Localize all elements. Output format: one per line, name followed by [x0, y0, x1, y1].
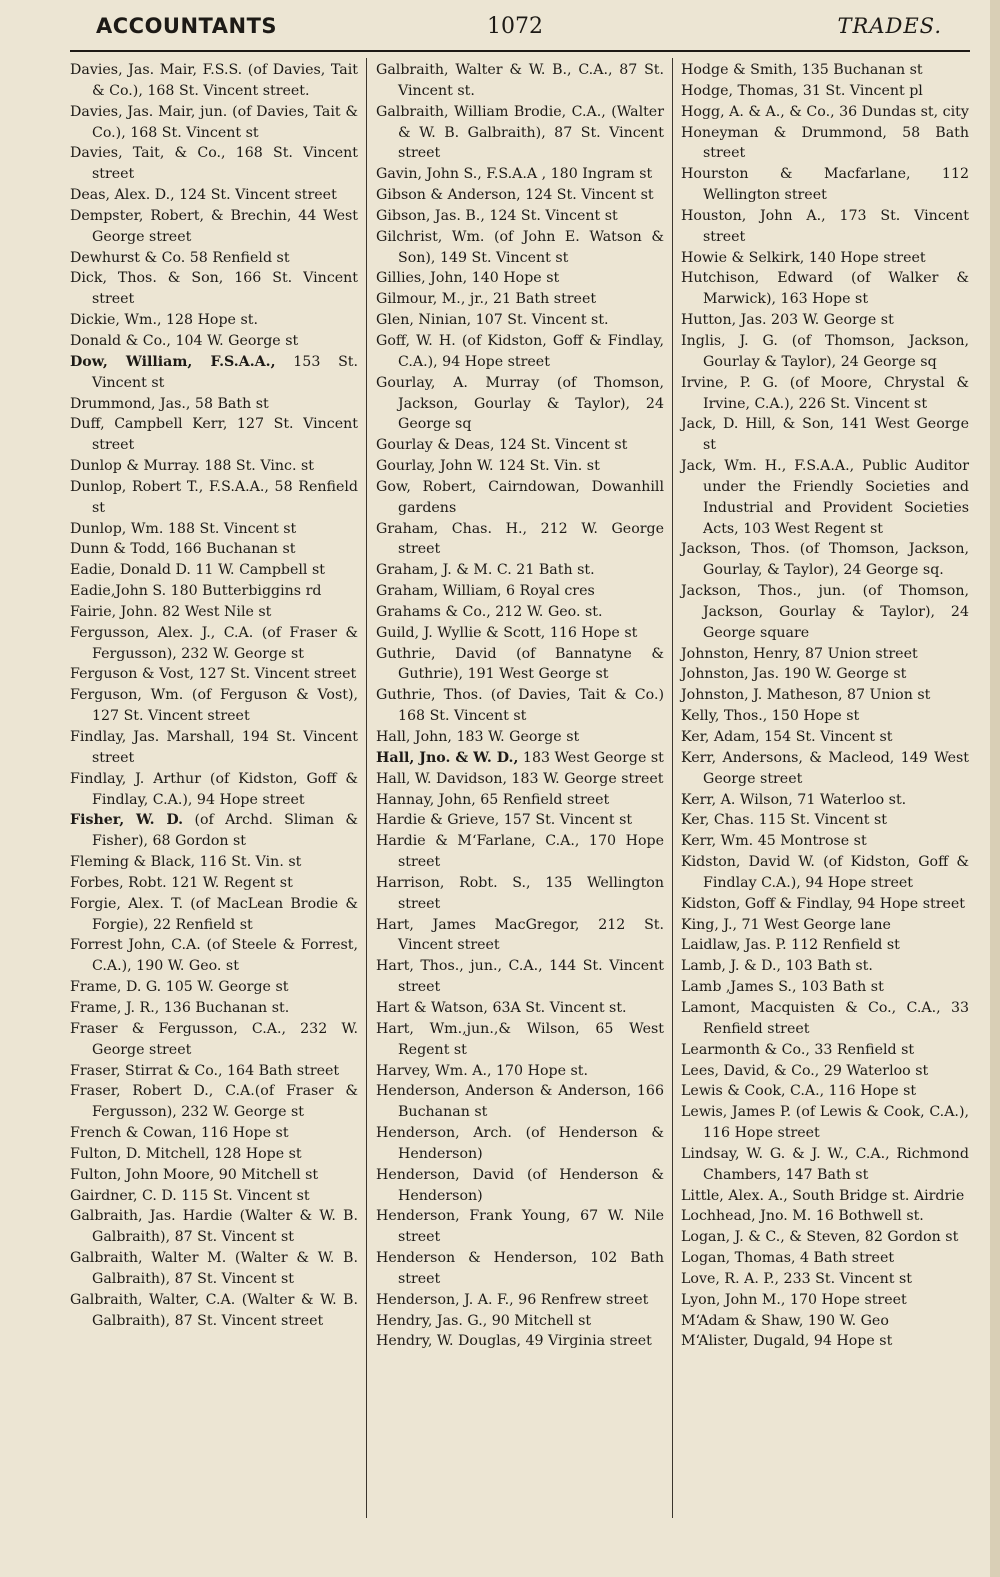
directory-entry: Lochhead, Jno. M. 16 Bothwell st. [681, 1208, 924, 1225]
directory-entry: Kerr, Wm. 45 Montrose st [681, 833, 867, 850]
directory-entry: Jack, D. Hill, & Son, 141 West George st [681, 416, 969, 454]
entry-name-bold: Fisher, W. D. [70, 812, 184, 829]
directory-entry: Lees, David, & Co., 29 Waterloo st [681, 1062, 929, 1079]
directory-entry: Hardie & Grieve, 157 St. Vincent st [376, 812, 633, 829]
directory-entry: Hall, John, 183 W. George st [376, 729, 580, 745]
directory-entry: Gibson, Jas. B., 124 St. Vincent st [376, 207, 618, 224]
directory-entry: Lyon, John M., 170 Hope street [681, 1291, 907, 1308]
directory-entry: Fraser & Fergusson, C.A., 232 W. George street [70, 1020, 358, 1058]
directory-entry: Fulton, D. Mitchell, 128 Hope st [70, 1145, 302, 1162]
directory-entry: Galbraith, Jas. Hardie (Walter & W. B. Galbraith), 87 St. Vincent st [70, 1208, 358, 1246]
directory-entry: Love, R. A. P., 233 St. Vincent st [681, 1270, 912, 1287]
directory-entry: Frame, J. R., 136 Buchanan st. [70, 999, 290, 1016]
directory-entry: Jackson, Thos. (of Thomson, Jackson, Gourlay, & Taylor), 24 George sq. [681, 541, 969, 579]
directory-entry: Hogg, A. & A., & Co., 36 Dundas st, city [681, 103, 969, 120]
directory-entry: Galbraith, Walter M. (Walter & W. B. Galbraith), 87 St. Vincent st [70, 1250, 358, 1287]
directory-entry: Dewhurst & Co. 58 Renfield st [70, 249, 290, 266]
directory-entry: M‘Alister, Dugald, 94 Hope st [681, 1333, 893, 1350]
page-header [0, 0, 1000, 48]
directory-entry: Fraser, Robert D., C.A.(of Fraser & Fergusson), 232 W. George st [70, 1083, 358, 1121]
directory-entry: Dunlop, Wm. 188 St. Vincent st [70, 520, 297, 537]
directory-entry: Dickie, Wm., 128 Hope st. [70, 312, 258, 329]
directory-entry: Forgie, Alex. T. (of MacLean Brodie & Forgie), 22 Renfield st [70, 895, 358, 933]
directory-entry: Dunn & Todd, 166 Buchanan st [70, 541, 296, 558]
directory-entry: Eadie, Donald D. 11 W. Campbell st [70, 562, 325, 579]
directory-entry: Ferguson & Vost, 127 St. Vincent street [70, 666, 357, 683]
directory-entry: Gilchrist, Wm. (of John E. Watson & Son), 149 St. Vincent st [376, 228, 664, 266]
directory-entry: Logan, J. & C., & Steven, 82 Gordon st [681, 1229, 959, 1246]
directory-entry: Glen, Ninian, 107 St. Vincent st. [376, 312, 609, 329]
column-divider [672, 58, 673, 1518]
directory-entry: Houston, John A., 173 St. Vincent street [681, 207, 969, 245]
directory-entry: Guthrie, Thos. (of Davies, Tait & Co.) 168 St. Vincent st [376, 687, 664, 725]
directory-entry: Harvey, Wm. A., 170 Hope st. [376, 1062, 588, 1079]
directory-entry: Dunlop, Robert T., F.S.A.A., 58 Renfield st [70, 478, 358, 516]
directory-entry: Hart, Wm.,jun.,& Wilson, 65 West Regent st [376, 1020, 664, 1058]
directory-entry: Gourlay & Deas, 124 St. Vincent st [376, 437, 628, 454]
directory-entry: Davies, Jas. Mair, jun. (of Davies, Tait & Co.), 168 St. Vincent st [70, 103, 358, 141]
entry-name-bold: Hall, Jno. & W. D., [376, 749, 519, 766]
directory-entry: Lamb, J. & D., 103 Bath st. [681, 958, 873, 975]
directory-entry: Lindsay, W. G. & J. W., C.A., Richmond Chambers, 147 Bath st [681, 1145, 969, 1183]
directory-entry: Johnston, Henry, 87 Union street [681, 645, 918, 662]
directory-entry: Gillies, John, 140 Hope st [376, 270, 560, 287]
directory-entry: Galbraith, Walter, C.A. (Walter & W. B. Galbraith), 87 St. Vincent street [70, 1291, 358, 1329]
directory-entry: Learmonth & Co., 33 Renfield st [681, 1041, 915, 1058]
directory-entry: Fraser, Stirrat & Co., 164 Bath street [70, 1062, 340, 1079]
directory-entry: Gow, Robert, Cairndowan, Dowanhill gardens [376, 478, 664, 516]
directory-entry: M‘Adam & Shaw, 190 W. Geo [681, 1312, 889, 1329]
directory-entry: Gilmour, M., jr., 21 Bath street [376, 291, 597, 308]
directory-entry: Hart, James MacGregor, 212 St. Vincent street [376, 916, 664, 954]
directory-entry: Kidston, Goff & Findlay, 94 Hope street [681, 895, 965, 912]
directory-entry [376, 748, 664, 769]
directory-entry: Gourlay, A. Murray (of Thomson, Jackson, Gourlay & Taylor), 24 George sq [376, 374, 664, 433]
directory-entry: Forrest John, C.A. (of Steele & Forrest, C.A.), 190 W. Geo. st [70, 937, 358, 975]
directory-entry: Kidston, David W. (of Kidston, Goff & Findlay C.A.), 94 Hope street [681, 854, 969, 891]
directory-entry: Ker, Adam, 154 St. Vincent st [681, 729, 893, 745]
directory-entry: Fleming & Black, 116 St. Vin. st [70, 854, 302, 871]
directory-entry: Dick, Thos. & Son, 166 St. Vincent street [70, 270, 358, 308]
directory-entry: Laidlaw, Jas. P. 112 Renfield st [681, 937, 900, 954]
directory-entry: Henderson, David (of Henderson & Henderson) [376, 1166, 664, 1204]
directory-entry: Lamont, Macquisten & Co., C.A., 33 Renfield street [681, 999, 969, 1037]
header-rule [70, 50, 970, 52]
directory-entry: Lamb ,James S., 103 Bath st [681, 979, 884, 996]
directory-entry: Gourlay, John W. 124 St. Vin. st [376, 458, 600, 475]
directory-entry: Findlay, Jas. Marshall, 194 St. Vincent street [70, 729, 358, 766]
directory-entry: Davies, Jas. Mair, F.S.S. (of Davies, Tait & Co.), 168 St. Vincent street. [70, 62, 358, 99]
directory-entry: Hardie & M‘Farlane, C.A., 170 Hope street [376, 833, 664, 871]
directory-entry: Hannay, John, 65 Renfield street [376, 791, 610, 808]
directory-entry [70, 352, 358, 394]
directory-entry: Henderson & Henderson, 102 Bath street [376, 1250, 664, 1287]
page-edge [990, 0, 1000, 1577]
directory-entry: Deas, Alex. D., 124 St. Vincent street [70, 187, 337, 204]
directory-entry: Hodge & Smith, 135 Buchanan st [681, 62, 923, 78]
directory-entry: Forbes, Robt. 121 W. Regent st [70, 874, 293, 891]
entry-address: (of Archd. Sliman & Fisher), 68 Gordon st [92, 812, 359, 850]
directory-entry: Galbraith, Walter & W. B., C.A., 87 St. Vincent st. [376, 62, 664, 99]
directory-entry: Jack, Wm. H., F.S.A.A., Public Auditor under the Friendly Societies and Industrial and Provident Societies Acts, 103 West Regent st [681, 458, 969, 537]
directory-entry: Lewis & Cook, C.A., 116 Hope st [681, 1083, 917, 1100]
directory-entry: Fergusson, Alex. J., C.A. (of Fraser & Fergusson), 232 W. George st [70, 624, 358, 662]
directory-entry: Logan, Thomas, 4 Bath street [681, 1250, 895, 1267]
directory-entry: Hart & Watson, 63A St. Vincent st. [376, 999, 627, 1016]
directory-entry: Dempster, Robert, & Brechin, 44 West George street [70, 207, 358, 245]
directory-entry: Donald & Co., 104 W. George st [70, 332, 299, 349]
directory-entry: King, J., 71 West George lane [681, 916, 891, 933]
directory-entry: Graham, William, 6 Royal cres [376, 583, 595, 600]
directory-entry: Grahams & Co., 212 W. Geo. st. [376, 603, 603, 620]
directory-entry: Gibson & Anderson, 124 St. Vincent st [376, 187, 654, 204]
directory-entry: Jackson, Thos., jun. (of Thomson, Jackson, Gourlay & Taylor), 24 George square [681, 583, 969, 641]
directory-entry: Eadie,John S. 180 Butterbiggins rd [70, 583, 322, 600]
directory-entry: Duff, Campbell Kerr, 127 St. Vincent street [70, 416, 358, 454]
page-number: 1072 [487, 14, 543, 39]
directory-entry: Hodge, Thomas, 31 St. Vincent pl [681, 82, 923, 99]
directory-entry: Davies, Tait, & Co., 168 St. Vincent street [70, 145, 358, 183]
directory-entry: Hart, Thos., jun., C.A., 144 St. Vincent street [376, 958, 664, 996]
directory-entry: Ferguson, Wm. (of Ferguson & Vost), 127 St. Vincent street [70, 687, 358, 725]
section-title: ACCOUNTANTS [96, 14, 278, 38]
directory-entry: Kelly, Thos., 150 Hope st [681, 708, 860, 725]
directory-entry: Henderson, Anderson & Anderson, 166 Buchanan st [376, 1083, 664, 1121]
directory-entry: Galbraith, William Brodie, C.A., (Walter & W. B. Galbraith), 87 St. Vincent street [376, 103, 664, 162]
directory-column-2 [376, 60, 664, 1352]
directory-entry: Findlay, J. Arthur (of Kidston, Goff & Findlay, C.A.), 94 Hope street [70, 770, 358, 808]
directory-entry: Henderson, Frank Young, 67 W. Nile street [376, 1208, 664, 1246]
directory-entry: Gavin, John S., F.S.A.A , 180 Ingram st [376, 166, 653, 183]
directory-entry: Henderson, Arch. (of Henderson & Henderson) [376, 1125, 664, 1162]
entry-name-bold: Dow, William, F.S.A.A., [70, 353, 276, 370]
directory-entry: Frame, D. G. 105 W. George st [70, 979, 289, 996]
directory-entry: Hendry, W. Douglas, 49 Virginia street [376, 1333, 652, 1350]
directory-entry: Gairdner, C. D. 115 St. Vincent st [70, 1187, 310, 1204]
directory-entry: Howie & Selkirk, 140 Hope street [681, 249, 926, 266]
directory-column-1 [70, 60, 358, 1331]
directory-entry: Hutchison, Edward (of Walker & Marwick), 163 Hope st [681, 270, 969, 308]
directory-entry [70, 810, 358, 852]
directory-entry: Little, Alex. A., South Bridge st. Airdrie [681, 1187, 965, 1204]
directory-entry: Johnston, J. Matheson, 87 Union st [681, 687, 931, 704]
directory-entry: Hourston & Macfarlane, 112 Wellington street [681, 166, 969, 204]
directory-entry: Dunlop & Murray. 188 St. Vinc. st [70, 458, 314, 475]
directory-entry: Hutton, Jas. 203 W. George st [681, 312, 894, 329]
directory-entry: Johnston, Jas. 190 W. George st [681, 666, 907, 683]
directory-entry: Kerr, Andersons, & Macleod, 149 West George street [681, 749, 969, 787]
directory-entry: Guild, J. Wyllie & Scott, 116 Hope st [376, 624, 638, 641]
directory-entry: Goff, W. H. (of Kidston, Goff & Findlay, C.A.), 94 Hope street [376, 332, 664, 370]
directory-entry: Hendry, Jas. G., 90 Mitchell st [376, 1312, 592, 1329]
directory-entry: Fairie, John. 82 West Nile st [70, 603, 272, 620]
directory-entry: Hall, W. Davidson, 183 W. George street [376, 770, 664, 787]
directory-entry: Kerr, A. Wilson, 71 Waterloo st. [681, 791, 907, 808]
directory-entry: Guthrie, David (of Bannatyne & Guthrie), 191 West George st [376, 645, 664, 683]
directory-entry: Ker, Chas. 115 St. Vincent st [681, 812, 887, 829]
directory-entry: Harrison, Robt. S., 135 Wellington street [376, 874, 664, 912]
directory-entry: Drummond, Jas., 58 Bath st [70, 395, 269, 412]
directory-entry: French & Cowan, 116 Hope st [70, 1125, 289, 1142]
directory-entry: Fulton, John Moore, 90 Mitchell st [70, 1166, 319, 1183]
directory-entry: Lewis, James P. (of Lewis & Cook, C.A.), 116 Hope street [681, 1104, 969, 1142]
entry-address: 183 West George st [518, 749, 664, 766]
directory-entry: Honeyman & Drummond, 58 Bath street [681, 124, 969, 162]
column-divider [366, 58, 367, 1518]
directory-entry: Irvine, P. G. (of Moore, Chrystal & Irvine, C.A.), 226 St. Vincent st [681, 374, 969, 412]
directory-entry: Inglis, J. G. (of Thomson, Jackson, Gourlay & Taylor), 24 George sq [681, 332, 969, 370]
directory-entry: Henderson, J. A. F., 96 Renfrew street [376, 1291, 649, 1308]
directory-column-3 [681, 60, 969, 1352]
running-head: TRADES. [837, 14, 942, 38]
directory-entry: Graham, J. & M. C. 21 Bath st. [376, 562, 595, 579]
directory-entry: Graham, Chas. H., 212 W. George street [376, 520, 664, 558]
entry-address: 153 St. Vincent st [92, 353, 358, 391]
